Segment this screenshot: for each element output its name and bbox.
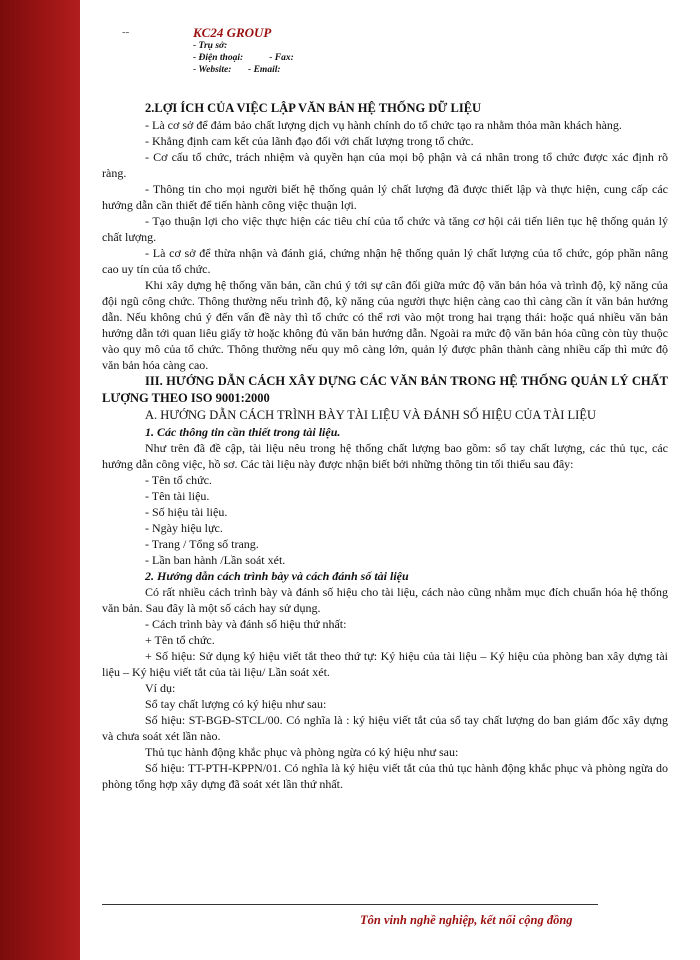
paragraph: - Cơ cấu tổ chức, trách nhiệm và quyền hạn của mọi bộ phận và cá nhân trong tổ chức được xác định rõ ràng. xyxy=(102,150,668,180)
page-header xyxy=(193,26,294,76)
list-item: - Ngày hiệu lực. xyxy=(145,521,223,535)
decorative-side-bar xyxy=(0,0,80,960)
section-3-title: III. HƯỚNG DẪN CÁCH XÂY DỰNG CÁC VĂN BẢN TRONG HỆ THỐNG QUẢN LÝ CHẤT LƯỢNG THEO ISO 9001:2000 xyxy=(102,374,668,405)
paragraph: - Thông tin cho mọi người biết hệ thống quản lý chất lượng đã được thiết lập và thực hiện, cung cấp các hướng dẫn cần thiết để tiến hành công việc thuận lợi. xyxy=(102,182,668,212)
list-item: - Số hiệu tài liệu. xyxy=(145,505,228,519)
list-item: - Tên tổ chức. xyxy=(145,473,212,487)
paragraph: - Là cơ sở để thừa nhận và đánh giá, chứng nhận hệ thống quản lý chất lượng của tổ chức, góp phần nâng cao uy tín của tổ chức. xyxy=(102,246,668,276)
address-label: - Trụ sở: xyxy=(193,41,228,51)
header-dash: -- xyxy=(122,26,130,38)
subsection-1-title: 1. Các thông tin cần thiết trong tài liệu. xyxy=(145,425,341,439)
paragraph: Số hiệu: ST-BGĐ-STCL/00. Có nghĩa là : ký hiệu viết tắt của sổ tay chất lượng do ban giám đốc xây dựng và chưa soát xét lần nào. xyxy=(102,713,668,743)
paragraph: Sổ tay chất lượng có ký hiệu như sau: xyxy=(145,697,327,711)
footer-slogan: Tôn vinh nghề nghiệp, kết nối cộng đồng xyxy=(360,913,573,927)
list-item: - Lần ban hành /Lần soát xét. xyxy=(145,553,286,567)
paragraph: Khi xây dựng hệ thống văn bản, cần chú ý tới sự cân đối giữa mức độ văn bản hóa và trình độ, kỹ năng của đội ngũ công chức. Thông thường nếu trình độ, kỹ năng của người thực hiện càng cao thì càng cần ít văn bản hướng dẫn. Nếu không chú ý đến vấn đề này thì tổ chức có thể rơi vào một trong hai trạng thái: hoặc quá nhiều văn bản hướng dẫn tới quan liêu giấy tờ hoặc không đủ văn bản hướng dẫn. Ngoài ra mức độ văn bản hóa cũng còn tùy thuộc vào quy mô của tổ chức. Thông thường nếu quy mô càng lớn, quản lý được phân thành càng nhiều cấp thì mức độ văn bản hóa càng cao. xyxy=(102,278,668,372)
paragraph: Ví dụ: xyxy=(145,681,176,695)
document-body xyxy=(102,100,668,792)
paragraph: + Số hiệu: Sử dụng ký hiệu viết tắt theo thứ tự: Ký hiệu của tài liệu – Ký hiệu của phòng ban xây dựng tài liệu – Ký hiệu viết tắt của tài liệu/ Lần soát xét. xyxy=(102,649,668,679)
company-name: KC24 GROUP xyxy=(193,25,272,40)
phone-fax-label: - Điện thoại: - Fax: xyxy=(193,53,294,63)
paragraph: - Là cơ sở để đảm bảo chất lượng dịch vụ hành chính do tổ chức tạo ra nhằm thỏa mãn khách hàng. xyxy=(145,118,622,132)
paragraph: Số hiệu: TT-PTH-KPPN/01. Có nghĩa là ký hiệu viết tắt của thủ tục hành động khắc phục và phòng ngừa do phòng tổng hợp xây dựng đã soát xét lần thứ nhất. xyxy=(102,761,668,791)
paragraph: Có rất nhiều cách trình bày và đánh số hiệu cho tài liệu, cách nào cũng nhằm mục đích chuẩn hóa hệ thống văn bản. Sau đây là một số cách hay sử dụng. xyxy=(102,585,668,615)
paragraph: - Khẳng định cam kết của lãnh đạo đối với chất lượng trong tổ chức. xyxy=(145,134,474,148)
paragraph: + Tên tổ chức. xyxy=(145,633,215,647)
paragraph: Như trên đã đề cập, tài liệu nêu trong hệ thống chất lượng bao gồm: sổ tay chất lượng, các thủ tục, các hướng dẫn công việc, hồ sơ. Các tài liệu này được nhận biết bởi những thông tin tối thiểu sau đây: xyxy=(102,441,668,471)
list-item: - Trang / Tổng số trang. xyxy=(145,537,259,551)
paragraph: - Cách trình bày và đánh số hiệu thứ nhất: xyxy=(145,617,347,631)
website-email-label: - Website: - Email: xyxy=(193,65,281,75)
subsection-2-title: 2. Hướng dẫn cách trình bày và cách đánh số tài liệu xyxy=(145,569,409,583)
paragraph: - Tạo thuận lợi cho việc thực hiện các tiêu chí của tổ chức và tăng cơ hội cải tiến liên tục hệ thống quản lý chất lượng. xyxy=(102,214,668,244)
section-2-title: 2.LỢI ÍCH CỦA VIỆC LẬP VĂN BẢN HỆ THỐNG DỮ LIỆU xyxy=(145,101,482,115)
footer-divider xyxy=(102,904,598,905)
section-a-title: A. HƯỚNG DẪN CÁCH TRÌNH BÀY TÀI LIỆU VÀ ĐÁNH SỐ HIỆU CỦA TÀI LIỆU xyxy=(145,408,597,422)
paragraph: Thủ tục hành động khắc phục và phòng ngừa có ký hiệu như sau: xyxy=(145,745,459,759)
list-item: - Tên tài liệu. xyxy=(145,489,210,503)
